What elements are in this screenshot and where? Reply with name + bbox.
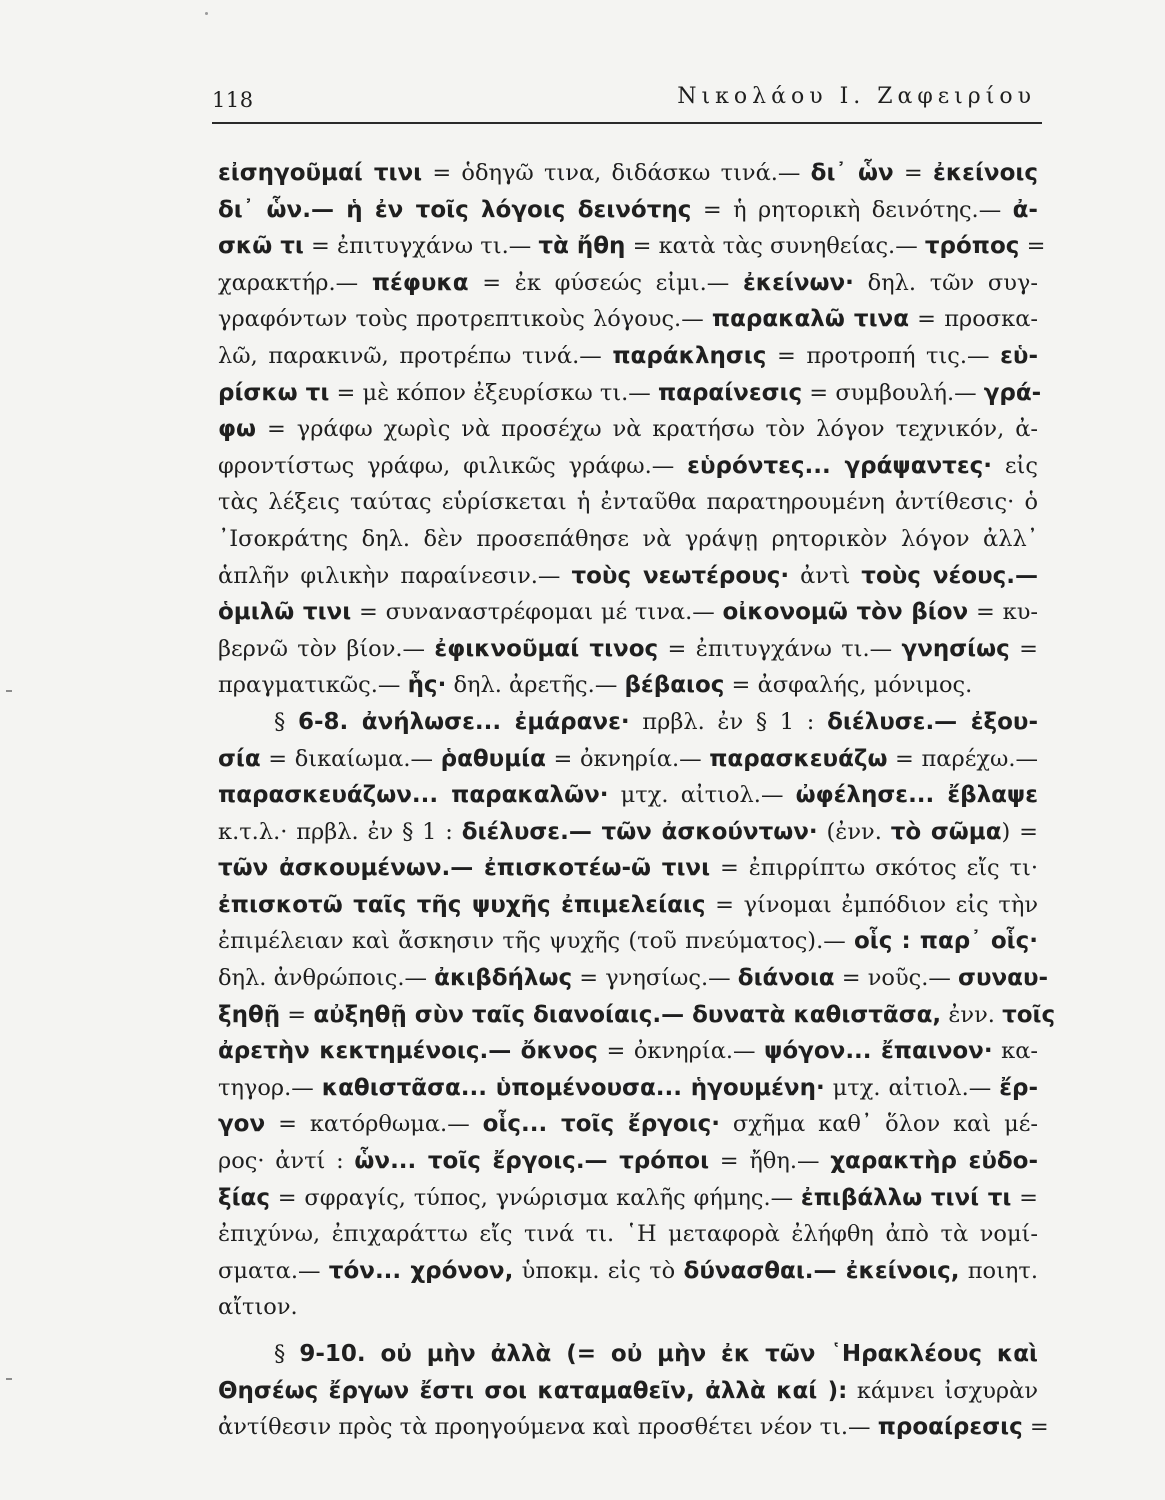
text-line: ᾿Ισοκράτης δηλ. δὲν προσεπάθησε νὰ γράψῃ ρητορικὸν λόγον ἀλλ᾽: [218, 525, 1038, 552]
section-heading-line: § 6-8. ἀνήλωσε... ἐμάρανε· πρβλ. ἐν § 1 : διέλυσε.— ἐξου-: [274, 708, 1038, 735]
text-line: δηλ. ἀνθρώποις.— ἀκιβδήλως = γνησίως.— διάνοια = νοῦς.— συναυ-: [218, 965, 1049, 992]
text-line: κ.τ.λ.· πρβλ. ἐν § 1 : διέλυσε.— τῶν ἀσκούντων· (ἐνν. τὸ σῶμα) =: [218, 818, 1038, 845]
text-line: φω = γράφω χωρὶς νὰ προσέχω νὰ κρατήσω τὸν λόγον τεχνικόν, ἀ-: [218, 416, 1038, 443]
text-line: ὁμιλῶ τινι = συναναστρέφομαι μέ τινα.— οἰκονομῶ τὸν βίον = κυ-: [218, 599, 1039, 626]
header-rule: [212, 122, 1042, 124]
page-header: [212, 84, 1040, 118]
scan-speck: [205, 12, 208, 15]
text-line: βερνῶ τὸν βίον.— ἐφικνοῦμαί τινος = ἐπιτυγχάνω τι.— γνησίως =: [218, 635, 1038, 662]
running-head: Νικολάου Ι. Ζαφειρίου: [677, 84, 1036, 109]
text-line: λῶ, παρακινῶ, προτρέπω τινά.— παράκλησις = προτροπή τις.— εὑ-: [218, 342, 1038, 369]
text-line: Θησέως ἔργων ἔστι σοι καταμαθεῖν, ἀλλὰ καί ): κάμνει ἰσχυρὰν: [218, 1377, 1039, 1404]
text-line: πραγματικῶς.— ἧς· δηλ. ἀρετῆς.— βέβαιος = ἀσφαλής, μόνιμος.: [218, 672, 973, 699]
text-line: σία = δικαίωμα.— ῥαθυμία = ὀκνηρία.— παρασκευάζω = παρέχω.—: [218, 745, 1038, 772]
text-line: γραφόντων τοὺς προτρεπτικοὺς λόγους.— παρακαλῶ τινα = προσκα-: [218, 306, 1038, 333]
text-line: ἐπισκοτῶ ταῖς τῆς ψυχῆς ἐπιμελείαις = γίνομαι ἐμπόδιον εἰς τὴν: [218, 891, 1038, 918]
text-line: δι᾽ ὧν.— ἡ ἐν τοῖς λόγοις δεινότης = ἡ ρητορικὴ δεινότης.— ἀ-: [218, 196, 1038, 223]
text-line: ρίσκω τι = μὲ κόπον ἐξευρίσκω τι.— παραίνεσις = συμβουλή.— γρά-: [218, 379, 1042, 406]
text-line: γον = κατόρθωμα.— οἷς... τοῖς ἔργοις· σχῆμα καθ᾽ ὅλον καὶ μέ-: [218, 1111, 1038, 1138]
text-line: χαρακτήρ.— πέφυκα = ἐκ φύσεώς εἰμι.— ἐκείνων· δηλ. τῶν συγ-: [218, 269, 1038, 296]
text-line: σματα.— τόν... χρόνον, ὑποκμ. εἰς τὸ δύνασθαι.— ἐκείνοις, ποιητ.: [218, 1257, 1038, 1284]
text-line: ἀρετὴν κεκτημένοις.— ὄκνος = ὀκνηρία.— ψόγον... ἔπαινον· κα-: [218, 1038, 1038, 1065]
text-line: ἐπιχύνω, ἐπιχαράττω εἴς τινά τι. ῾Η μεταφορὰ ἐλήφθη ἀπὸ τὰ νομί-: [218, 1221, 1038, 1248]
text-line: ξίας = σφραγίς, τύπος, γνώρισμα καλῆς φήμης.— ἐπιβάλλω τινί τι =: [218, 1184, 1038, 1211]
text-line: τηγορ.— καθιστᾶσα... ὑπομένουσα... ἡγουμένη· μτχ. αἰτιολ.— ἔρ-: [218, 1074, 1038, 1101]
text-line: ἁπλῆν φιλικὴν παραίνεσιν.— τοὺς νεωτέρους· ἀντὶ τοὺς νέους.—: [218, 562, 1038, 589]
margin-mark: [6, 1378, 12, 1380]
text-line: φροντίστως γράφω, φιλικῶς γράφω.— εὑρόντες... γράψαντες· εἰς: [218, 452, 1038, 479]
text-line: παρασκευάζων... παρακαλῶν· μτχ. αἰτιολ.— ὠφέλησε... ἔβλαψε: [218, 782, 1038, 809]
text-line: ρος· ἀντί : ὧν... τοῖς ἔργοις.— τρόποι = ἤθη.— χαρακτὴρ εὐδο-: [218, 1148, 1038, 1175]
section-heading-line: § 9-10. οὐ μὴν ἀλλὰ (= οὐ μὴν ἐκ τῶν ῾Ηρακλέους καὶ: [274, 1341, 1039, 1367]
commentary-text: [218, 155, 1056, 1446]
text-line: ξηθῇ = αὐξηθῇ σὺν ταῖς διανοίαις.— δυνατὰ καθιστᾶσα, ἐνν. τοῖς: [218, 1001, 1056, 1028]
text-line: τὰς λέξεις ταύτας εὑρίσκεται ἡ ἐνταῦθα παρατηρουμένη ἀντίθεσις· ὁ: [218, 489, 1038, 516]
text-line: τῶν ἀσκουμένων.— ἐπισκοτέω-ῶ τινι = ἐπιρρίπτω σκότος εἴς τι·: [218, 855, 1038, 882]
text-line: εἰσηγοῦμαί τινι = ὁδηγῶ τινα, διδάσκω τινά.— δι᾽ ὧν = ἐκείνοις: [218, 160, 1038, 186]
text-line: ἀντίθεσιν πρὸς τὰ προηγούμενα καὶ προσθέτει νέον τι.— προαίρεσις =: [218, 1414, 1049, 1441]
text-line: αἴτιον.: [218, 1294, 298, 1321]
margin-mark: [6, 690, 12, 692]
text-line: ἐπιμέλειαν καὶ ἄσκησιν τῆς ψυχῆς (τοῦ πνεύματος).— οἷς : παρ᾽ οἷς·: [218, 928, 1038, 955]
text-line: σκῶ τι = ἐπιτυγχάνω τι.— τὰ ἤθη = κατὰ τὰς συνηθείας.— τρόπος =: [218, 233, 1046, 260]
page-number: 118: [212, 88, 254, 112]
